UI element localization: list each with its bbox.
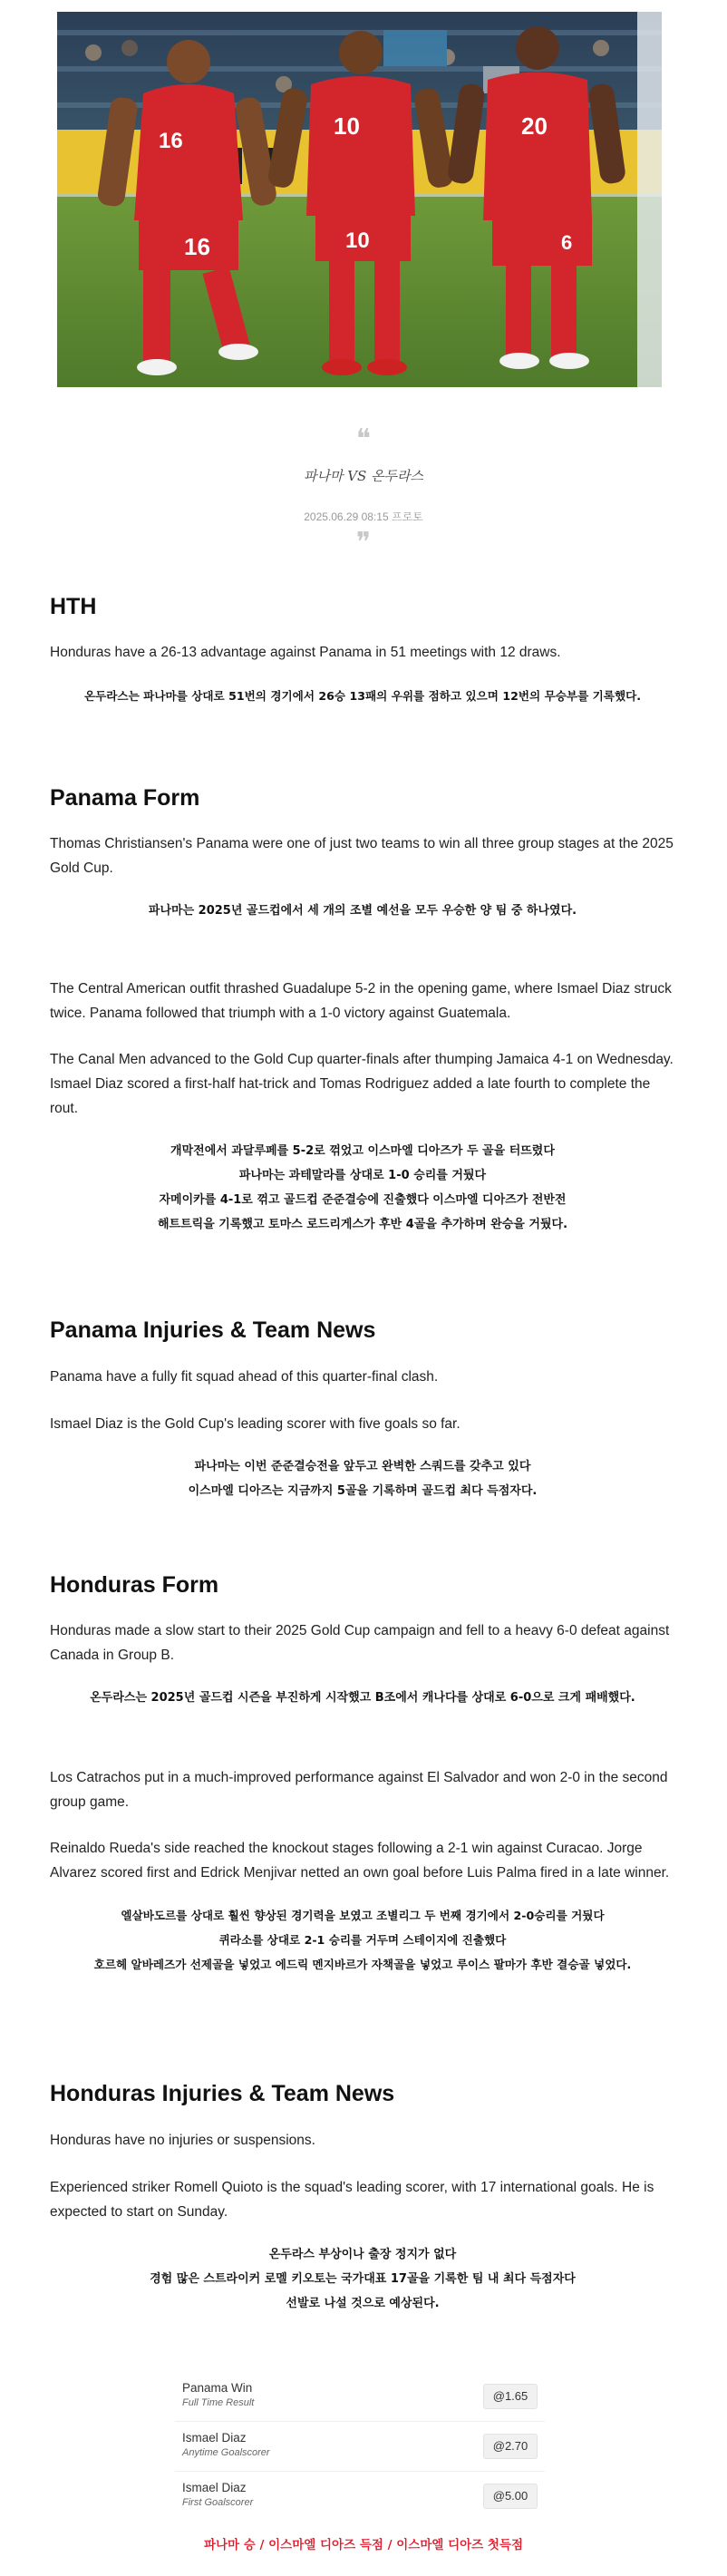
honduras-form-text-2: Los Catrachos put in a much-improved performance against El Salvador and won 2-0 in the second group game.: [50, 1770, 668, 1810]
odds-selection: Ismael Diaz: [182, 2431, 247, 2445]
section-title: Panama Injuries & Team News: [50, 1317, 376, 1343]
section-honduras-news: [50, 2080, 675, 2316]
odds-row: [175, 2372, 545, 2421]
ko-line: 파나마는 과테말라를 상대로 1-0 승리를 거뒀다: [238, 1169, 487, 1182]
hth-text-ko: 온두라스는 파나마를 상대로 51번의 경기에서 26승 13패의 우위를 점하고 있으며 12번의 무승부를 기록했다.: [83, 689, 642, 703]
honduras-form-text-1: Honduras made a slow start to their 2025 Gold Cup campaign and fell to a heavy 6-0 defeat against Canada in Group B.: [50, 1623, 670, 1663]
odds-market: Anytime Goalscorer: [182, 2447, 270, 2458]
ko-line: 경험 많은 스트라이커 로멜 키오토는 국가대표 17골을 기록한 팀 내 최다 득점자다: [150, 2272, 576, 2286]
odds-market: Full Time Result: [182, 2397, 255, 2408]
svg-text:6: 6: [561, 231, 573, 254]
panama-news-ko: [50, 1454, 675, 1503]
ko-line: 이스마엘 디아즈는 지금까지 5골을 기록하며 골드컵 최다 득점자다.: [188, 1484, 538, 1498]
hero-illustration: [57, 12, 662, 387]
ko-line: 개막전에서 과달루페를 5-2로 꺾었고 이스마엘 디아즈가 두 골을 터뜨렸다: [170, 1144, 555, 1158]
panama-form-text-3: The Canal Men advanced to the Gold Cup quarter-finals after thumping Jamaica 4-1 on Wednesday. Ismael Diaz scored a first-half hat-trick and Tomas Rodriguez added a late fourth to complete the rout.: [50, 1052, 674, 1116]
odds-widget: [175, 2372, 545, 2521]
odds-selection: Panama Win: [182, 2381, 253, 2395]
honduras-form-ko-2: [50, 1903, 675, 1977]
odds-price-button[interactable]: @5.00: [483, 2484, 538, 2509]
panama-form-text-2: The Central American outfit thrashed Guadalupe 5-2 in the opening game, where Ismael Diaz struck twice. Panama followed that triumph with a 1-0 victory against Guatemala.: [50, 981, 672, 1021]
svg-text:16: 16: [159, 129, 183, 153]
ko-line: 호르헤 알바레즈가 선제골을 넣었고 에드릭 멘지바르가 자책골을 넣었고 루이스 팔마가 후반 결승골 넣었다.: [93, 1958, 632, 1971]
pick-summary: 파나마 승 / 이스마엘 디아즈 득점 / 이스마엘 디아즈 첫득점: [203, 2538, 524, 2552]
section-title: Honduras Injuries & Team News: [50, 2081, 395, 2106]
panama-form-ko-2: [50, 1139, 675, 1237]
ko-line: 엘살바도르를 상대로 훨씬 향상된 경기력을 보였고 조별리그 두 번째 경기에서 2-0승리를 거뒀다: [121, 1909, 605, 1922]
odds-price-button[interactable]: @1.65: [483, 2384, 538, 2409]
section-honduras-form: [50, 1571, 675, 1977]
ko-line: 온두라스 부상이나 출장 정지가 없다: [268, 2248, 457, 2261]
panama-news-text-1: Panama have a fully fit squad ahead of this quarter-final clash.: [50, 1369, 439, 1385]
match-header: [0, 423, 727, 559]
panama-form-text-1: Thomas Christiansen's Panama were one of just two teams to win all three group stages at the 2025 Gold Cup.: [50, 836, 674, 876]
match-meta: 2025.06.29 08:15 프로토: [304, 510, 423, 523]
hth-text-en: Honduras have a 26-13 advantage against Panama in 51 meetings with 12 draws.: [50, 645, 561, 660]
ko-line: 선발로 나설 것으로 예상된다.: [286, 2297, 440, 2310]
match-title: 파나마 VS 온두라스: [303, 468, 424, 484]
section-title: Honduras Form: [50, 1572, 219, 1598]
panama-form-ko-1: 파나마는 2025년 골드컵에서 세 개의 조별 예선을 모두 우승한 양 팀 중 하나였다.: [148, 904, 577, 918]
svg-text:10: 10: [334, 112, 360, 140]
ko-line: 퀴라소를 상대로 2-1 승리를 거두며 스테이지에 진출했다: [218, 1933, 507, 1947]
section-title: HTH: [50, 594, 97, 619]
section-hth: [50, 593, 675, 708]
odds-row: [175, 2421, 545, 2471]
honduras-news-ko: [50, 2242, 675, 2316]
odds-market: First Goalscorer: [182, 2497, 254, 2508]
close-quote-icon: ❞: [355, 527, 372, 559]
odds-row: [175, 2471, 545, 2521]
panama-news-text-2: Ismael Diaz is the Gold Cup's leading scorer with five goals so far.: [50, 1416, 460, 1432]
svg-text:10: 10: [345, 228, 370, 253]
ko-line: 자메이카를 4-1로 꺾고 골드컵 준준결승에 진출했다 이스마엘 디아즈가 전반전: [159, 1193, 567, 1207]
odds-selection: Ismael Diaz: [182, 2481, 247, 2494]
hero-image: [57, 12, 662, 387]
honduras-news-text-2: Experienced striker Romell Quioto is the squad's leading scorer, with 17 international goals. He is expected to start on Sunday.: [50, 2180, 654, 2220]
honduras-form-ko-1: 온두라스는 2025년 골드컵 시즌을 부진하게 시작했고 B조에서 캐나다를 상대로 6-0으로 크게 패배했다.: [90, 1691, 635, 1705]
ko-line: 해트트릭을 기록했고 토마스 로드리게스가 후반 4골을 추가하며 완승을 거뒀다.: [157, 1218, 568, 1231]
odds-price-button[interactable]: @2.70: [483, 2434, 538, 2459]
svg-text:20: 20: [521, 112, 548, 140]
section-panama-form: [50, 784, 675, 1237]
honduras-news-text-1: Honduras have no injuries or suspensions.: [50, 2133, 315, 2148]
honduras-form-text-3: Reinaldo Rueda's side reached the knockout stages following a 2-1 win against Curacao. Jorge Alvarez scored first and Edrick Menjivar netted an own goal before Luis Palma fired in a late winner.: [50, 1841, 670, 1881]
section-title: Panama Form: [50, 785, 200, 811]
svg-text:16: 16: [184, 233, 210, 260]
section-panama-news: [50, 1317, 675, 1503]
ko-line: 파나마는 이번 준준결승전을 앞두고 완벽한 스쿼드를 갖추고 있다: [194, 1460, 531, 1473]
open-quote-icon: ❝: [355, 423, 372, 455]
